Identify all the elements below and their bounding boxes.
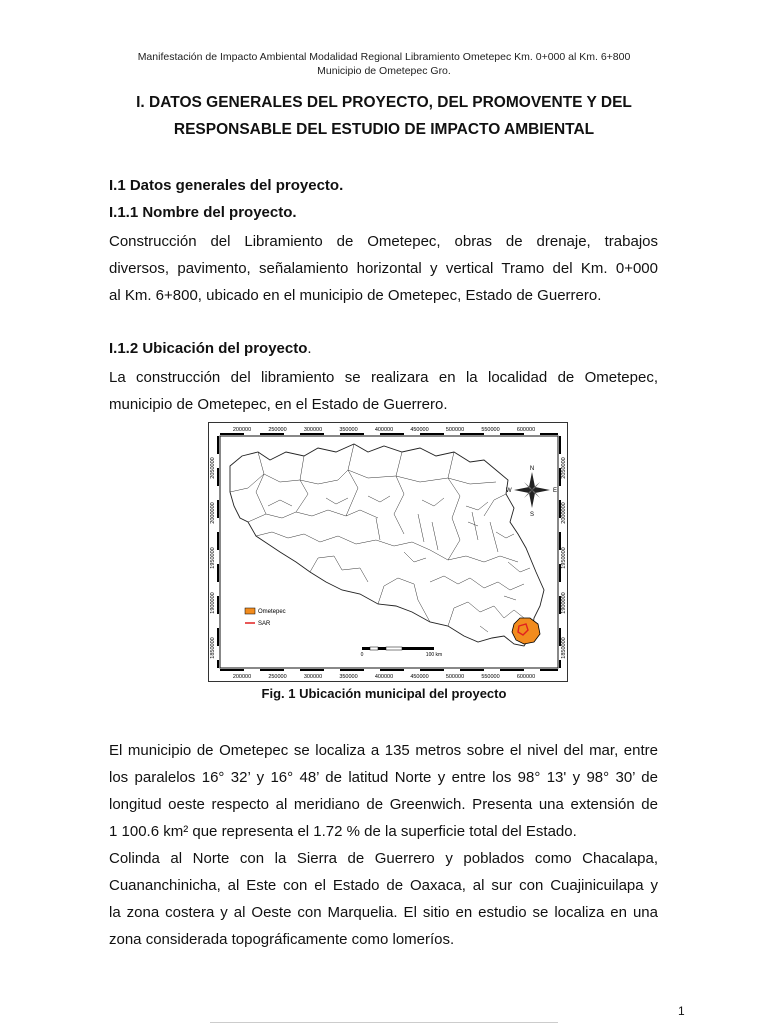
x-tick-label: 500000 — [445, 427, 465, 433]
x-tick-label: 450000 — [410, 427, 429, 433]
x-tick-label: 450000 — [410, 674, 429, 680]
ometepec-municipality — [512, 618, 540, 644]
heading-period: . — [307, 340, 312, 357]
paragraph-project-name — [109, 228, 658, 309]
running-header-line-1: Manifestación de Impacto Ambiental Modalidad Regional Libramiento Ometepec Km. 0+000 al Km. 6+800 — [137, 51, 631, 63]
compass-w-label: W — [506, 488, 512, 494]
text-line: Colinda al Norte con la Sierra de Guerrero y poblados como Chacalapa, — [109, 850, 658, 867]
x-tick-label: 400000 — [374, 427, 394, 433]
y-tick-label: 2050000 — [210, 457, 216, 479]
x-tick-labels-top — [233, 427, 535, 433]
municipal-location-map — [208, 422, 568, 682]
x-tick-label: 250000 — [268, 674, 287, 680]
running-header-line-2: Municipio de Ometepec Gro. — [317, 65, 451, 77]
compass-n-label: N — [529, 466, 535, 472]
text-line: El municipio de Ometepec se localiza a 135 metros sobre el nivel del mar, entre — [109, 742, 658, 759]
y-tick-label: 1900000 — [210, 592, 216, 614]
text-line: Cuananchinicha, al Este con el Estado de Oaxaca, al sur con Cuajinicuilapa y — [109, 877, 658, 894]
x-tick-label: 200000 — [232, 427, 252, 433]
paragraph-municipality-description — [109, 737, 658, 953]
text-line: al Km. 6+800, ubicado en el municipio de Ometepec, Estado de Guerrero. — [109, 287, 602, 304]
y-tick-label: 1900000 — [561, 592, 567, 614]
text-line: 1 100.6 km² que representa el 1.72 % de la superficie total del Estado. — [109, 823, 577, 840]
x-tick-label: 350000 — [339, 674, 358, 680]
x-tick-label: 600000 — [516, 674, 536, 680]
text-line: longitud oeste respecto al meridiano de Greenwich. Presenta una extensión de — [109, 796, 658, 813]
text-line: La construcción del libramiento se realizara en la localidad de Ometepec, — [109, 369, 658, 386]
section-heading-1-1-2 — [109, 340, 312, 357]
text-line: zona considerada topográficamente como lomeríos. — [109, 931, 455, 948]
x-tick-label: 550000 — [481, 427, 500, 433]
scale-zero-label: 0 — [360, 652, 364, 658]
x-tick-label: 200000 — [232, 674, 252, 680]
y-tick-label: 1850000 — [210, 637, 216, 659]
chapter-title-line-2: RESPONSABLE DEL ESTUDIO DE IMPACTO AMBIENTAL — [173, 121, 595, 138]
y-tick-label: 1850000 — [561, 637, 567, 659]
x-tick-label: 350000 — [339, 427, 358, 433]
figure-caption: Fig. 1 Ubicación municipal del proyecto — [261, 686, 507, 701]
page-number: 1 — [678, 1004, 685, 1018]
y-tick-label: 2000000 — [561, 502, 567, 524]
text-line: municipio de Ometepec, en el Estado de Guerrero. — [109, 396, 448, 413]
x-tick-label: 300000 — [303, 674, 323, 680]
text-line: Construcción del Libramiento de Ometepec, obras de drenaje, trabajos — [109, 233, 658, 250]
section-heading-text: I.1.2 Ubicación del proyecto — [109, 340, 308, 357]
x-tick-label: 400000 — [374, 674, 394, 680]
section-heading-1-1-1: I.1.1 Nombre del proyecto. — [109, 204, 297, 221]
scale-end-label: 100 km — [425, 652, 443, 658]
text-line: diversos, pavimento, señalamiento horizontal y vertical Tramo del Km. 0+000 — [109, 260, 658, 277]
legend-label-sar: SAR — [258, 621, 271, 627]
x-tick-label: 500000 — [445, 674, 465, 680]
x-tick-labels-bottom — [233, 674, 535, 680]
x-tick-label: 600000 — [516, 427, 536, 433]
paragraph-location — [109, 364, 658, 418]
chapter-title-line-1: I. DATOS GENERALES DEL PROYECTO, DEL PROMOVENTE Y DEL — [136, 94, 632, 111]
section-heading-1-1: I.1 Datos generales del proyecto. — [109, 177, 344, 194]
y-tick-label: 2050000 — [561, 457, 567, 479]
text-line: los paralelos 16° 32’ y 16° 48’ de latitud Norte y entre los 98° 13' y 98° 30’ de — [109, 769, 658, 786]
y-tick-label: 1950000 — [561, 547, 567, 569]
x-tick-label: 300000 — [303, 427, 323, 433]
legend-label-ometepec: Ometepec — [258, 609, 286, 615]
text-line: la zona costera y al Oeste con Marquelia. El sitio en estudio se localiza en una — [109, 904, 658, 921]
y-tick-label: 2000000 — [210, 502, 216, 524]
x-tick-label: 250000 — [268, 427, 287, 433]
compass-e-label: E — [553, 488, 558, 494]
x-tick-label: 550000 — [481, 674, 500, 680]
y-tick-label: 1950000 — [210, 547, 216, 569]
legend-swatch-ometepec — [245, 608, 255, 614]
compass-s-label: S — [529, 512, 535, 518]
footer-rule — [210, 1022, 558, 1023]
